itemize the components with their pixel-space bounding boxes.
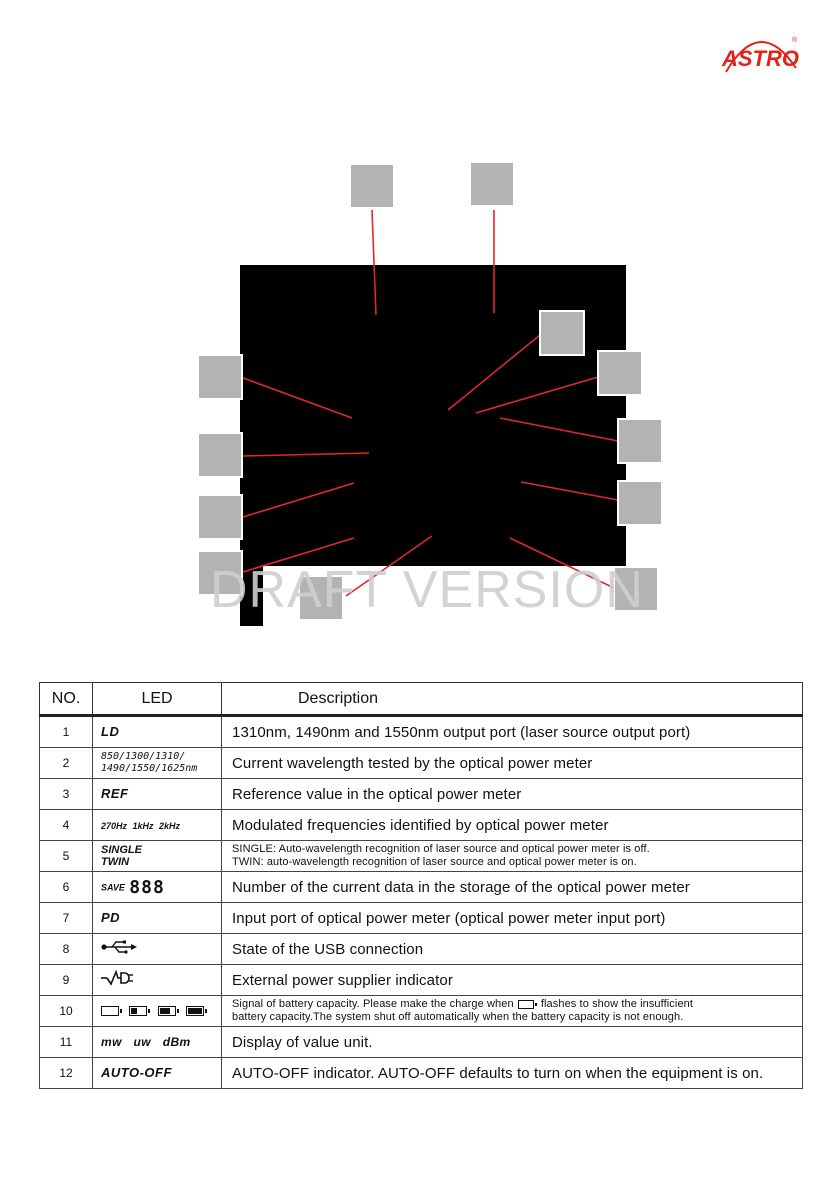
row-description: 1310nm, 1490nm and 1550nm output port (laser source output port) (222, 716, 803, 748)
callout-box (197, 494, 243, 540)
row-description-line2: battery capacity.The system shut off automatically when the battery capacity is not enough. (232, 1011, 684, 1023)
callout-box (597, 350, 643, 396)
table-row (40, 934, 803, 965)
led-ld-label: LD (101, 724, 120, 739)
draft-watermark: DRAFT VERSION (210, 561, 644, 619)
row-description: Reference value in the optical power meter (222, 779, 803, 810)
table-row (40, 965, 803, 996)
callout-box (349, 163, 395, 209)
table-row (40, 748, 803, 779)
row-description-part2: flashes to show the insufficient (540, 998, 694, 1010)
led-digits: 888 (129, 876, 165, 898)
led-ref-label: REF (101, 786, 129, 801)
table-row (40, 1027, 803, 1058)
table-row (40, 716, 803, 748)
battery-mid-icon (158, 1006, 176, 1016)
led-frequency-label: 270Hz 1kHz 2kHz (101, 821, 181, 831)
led-twin-label: TWIN (101, 856, 130, 868)
led-wavelength-line2: 1490/1550/1625nm (101, 763, 198, 774)
table-row (40, 779, 803, 810)
row-description: External power supplier indicator (222, 965, 803, 996)
row-description-line1: SINGLE: Auto-wavelength recognition of laser source and optical power meter is off. (232, 843, 650, 855)
row-number: 2 (40, 748, 93, 779)
callout-box (469, 161, 515, 207)
callout-box (617, 480, 663, 526)
callout-box (617, 418, 663, 464)
row-number: 9 (40, 965, 93, 996)
row-description: Modulated frequencies identified by optical power meter (222, 810, 803, 841)
table-row (40, 1058, 803, 1089)
row-number: 7 (40, 903, 93, 934)
table-row (40, 810, 803, 841)
led-pd-label: PD (101, 910, 121, 925)
row-number: 11 (40, 1027, 93, 1058)
led-auto-off-label: AUTO-OFF (101, 1065, 172, 1080)
header-no: NO. (40, 683, 93, 716)
row-number: 10 (40, 996, 93, 1027)
row-number: 12 (40, 1058, 93, 1089)
row-description: AUTO-OFF indicator. AUTO-OFF defaults to turn on when the equipment is on. (222, 1058, 803, 1089)
header-description: Description (222, 683, 803, 716)
row-number: 8 (40, 934, 93, 965)
battery-empty-icon (101, 1006, 119, 1016)
row-description-line2: TWIN: auto-wavelength recognition of laser source and optical power meter is on. (232, 856, 637, 868)
svg-text:®: ® (792, 37, 798, 44)
battery-low-icon (129, 1006, 147, 1016)
table-header-row (40, 683, 803, 716)
row-description: State of the USB connection (222, 934, 803, 965)
table-row (40, 996, 803, 1027)
battery-full-icon (186, 1006, 204, 1016)
callout-box (197, 432, 243, 478)
table-row (40, 903, 803, 934)
battery-empty-icon (518, 1000, 534, 1009)
row-description: Input port of optical power meter (optical power meter input port) (222, 903, 803, 934)
usb-icon (101, 940, 137, 954)
row-number: 1 (40, 716, 93, 748)
row-number: 4 (40, 810, 93, 841)
row-description: Display of value unit. (222, 1027, 803, 1058)
table-row (40, 841, 803, 872)
led-single-label: SINGLE (101, 844, 142, 856)
table-row (40, 872, 803, 903)
led-description-table (39, 682, 803, 1089)
row-number: 5 (40, 841, 93, 872)
logo-text: ASTRO (722, 46, 799, 71)
battery-levels-icon (93, 996, 222, 1027)
row-description-part1: Signal of battery capacity. Please make the charge when (232, 998, 514, 1010)
row-number: 6 (40, 872, 93, 903)
header-led: LED (93, 683, 222, 716)
row-description: Number of the current data in the storage of the optical power meter (222, 872, 803, 903)
row-number: 3 (40, 779, 93, 810)
led-units-label: mw uw dBm (101, 1035, 191, 1049)
power-plug-icon (101, 970, 133, 986)
row-description: Current wavelength tested by the optical power meter (222, 748, 803, 779)
led-wavelength-line1: 850/1300/1310/ (101, 751, 186, 762)
callout-box (197, 354, 243, 400)
led-save-label: SAVE (101, 882, 125, 892)
callout-box (539, 310, 585, 356)
